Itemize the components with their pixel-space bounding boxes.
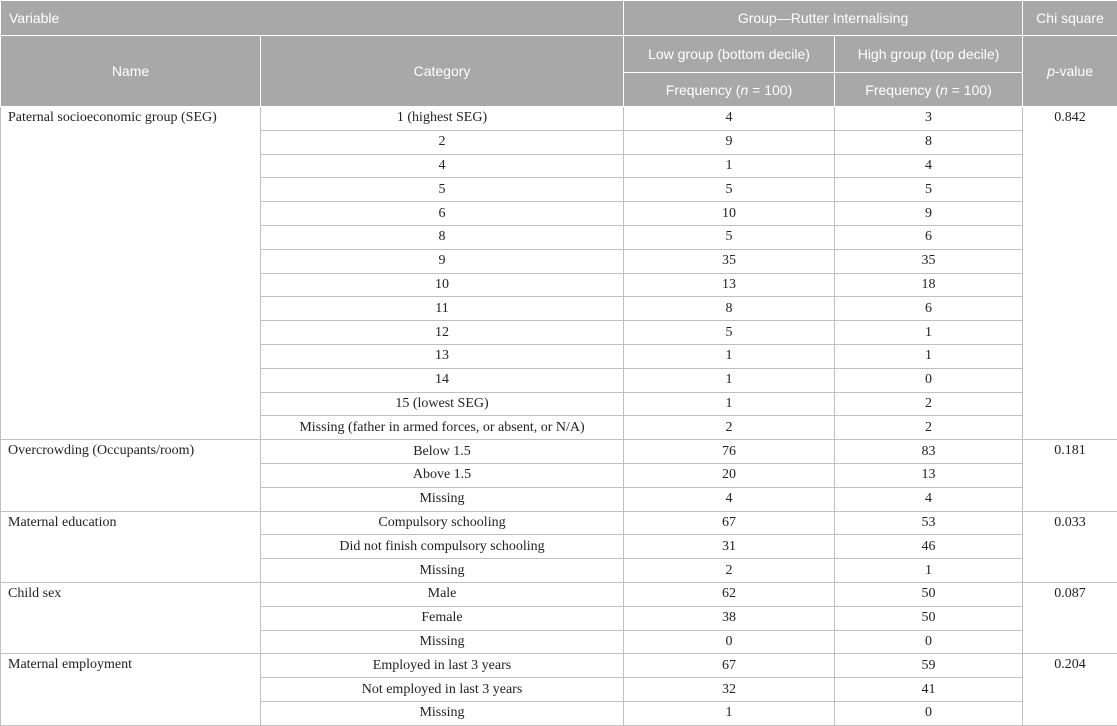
high-frequency-cell: 50	[835, 606, 1023, 630]
table-body	[1, 107, 1117, 726]
category-cell: 10	[261, 273, 624, 297]
category-cell: Missing	[261, 559, 624, 583]
variable-name: Overcrowding (Occupants/room)	[1, 440, 261, 511]
high-frequency-cell: 2	[835, 392, 1023, 416]
low-frequency-cell: 31	[624, 535, 835, 559]
table-row	[1, 654, 1117, 678]
variable-name: Paternal socioeconomic group (SEG)	[1, 107, 261, 440]
high-frequency-cell: 83	[835, 440, 1023, 464]
category-cell: Below 1.5	[261, 440, 624, 464]
table-row	[1, 107, 1117, 131]
low-frequency-cell: 2	[624, 559, 835, 583]
freq-prefix: Frequency (	[865, 82, 940, 98]
low-frequency-cell: 1	[624, 368, 835, 392]
freq-n: n	[740, 82, 748, 98]
header-high-frequency	[835, 73, 1023, 107]
high-frequency-cell: 53	[835, 511, 1023, 535]
header-low-frequency	[624, 73, 835, 107]
variable-name: Maternal education	[1, 511, 261, 582]
header-group: Group—Rutter Internalising	[624, 1, 1023, 36]
high-frequency-cell: 59	[835, 654, 1023, 678]
freq-suffix: = 100)	[748, 82, 792, 98]
high-frequency-cell: 6	[835, 225, 1023, 249]
high-frequency-cell: 18	[835, 273, 1023, 297]
high-frequency-cell: 13	[835, 463, 1023, 487]
low-frequency-cell: 13	[624, 273, 835, 297]
high-frequency-cell: 1	[835, 559, 1023, 583]
category-cell: 1 (highest SEG)	[261, 107, 624, 131]
table-row	[1, 582, 1117, 606]
high-frequency-cell: 0	[835, 701, 1023, 725]
category-cell: Missing	[261, 701, 624, 725]
category-cell: 5	[261, 178, 624, 202]
low-frequency-cell: 76	[624, 440, 835, 464]
header-chi-square: Chi square	[1023, 1, 1117, 36]
header-row-1	[1, 1, 1117, 36]
category-cell: 6	[261, 202, 624, 226]
low-frequency-cell: 4	[624, 107, 835, 131]
low-frequency-cell: 35	[624, 249, 835, 273]
low-frequency-cell: 67	[624, 654, 835, 678]
p-italic: p	[1047, 63, 1055, 79]
low-frequency-cell: 1	[624, 344, 835, 368]
high-frequency-cell: 2	[835, 416, 1023, 440]
low-frequency-cell: 10	[624, 202, 835, 226]
high-frequency-cell: 9	[835, 202, 1023, 226]
category-cell: 14	[261, 368, 624, 392]
variable-name: Child sex	[1, 582, 261, 653]
low-frequency-cell: 32	[624, 678, 835, 702]
category-cell: Missing	[261, 630, 624, 654]
p-value-cell: 0.087	[1023, 582, 1117, 653]
category-cell: 4	[261, 154, 624, 178]
low-frequency-cell: 38	[624, 606, 835, 630]
low-frequency-cell: 5	[624, 178, 835, 202]
category-cell: Missing	[261, 487, 624, 511]
low-frequency-cell: 1	[624, 701, 835, 725]
low-frequency-cell: 62	[624, 582, 835, 606]
high-frequency-cell: 46	[835, 535, 1023, 559]
category-cell: 15 (lowest SEG)	[261, 392, 624, 416]
high-frequency-cell: 6	[835, 297, 1023, 321]
p-value-cell: 0.181	[1023, 440, 1117, 511]
low-frequency-cell: 5	[624, 225, 835, 249]
category-cell: 8	[261, 225, 624, 249]
p-rest: -value	[1055, 63, 1093, 79]
category-cell: 9	[261, 249, 624, 273]
category-cell: Compulsory schooling	[261, 511, 624, 535]
high-frequency-cell: 1	[835, 321, 1023, 345]
p-value-cell: 0.204	[1023, 654, 1117, 725]
low-frequency-cell: 1	[624, 154, 835, 178]
header-category: Category	[261, 36, 624, 107]
header-name: Name	[1, 36, 261, 107]
freq-n: n	[940, 82, 948, 98]
category-cell: Female	[261, 606, 624, 630]
high-frequency-cell: 0	[835, 630, 1023, 654]
variable-name: Maternal employment	[1, 654, 261, 725]
high-frequency-cell: 35	[835, 249, 1023, 273]
header-high-group: High group (top decile)	[835, 36, 1023, 73]
high-frequency-cell: 4	[835, 487, 1023, 511]
low-frequency-cell: 2	[624, 416, 835, 440]
category-cell: Male	[261, 582, 624, 606]
low-frequency-cell: 9	[624, 130, 835, 154]
high-frequency-cell: 5	[835, 178, 1023, 202]
freq-prefix: Frequency (	[666, 82, 741, 98]
category-cell: Above 1.5	[261, 463, 624, 487]
high-frequency-cell: 50	[835, 582, 1023, 606]
high-frequency-cell: 8	[835, 130, 1023, 154]
table-row	[1, 440, 1117, 464]
low-frequency-cell: 5	[624, 321, 835, 345]
category-cell: 11	[261, 297, 624, 321]
low-frequency-cell: 20	[624, 463, 835, 487]
category-cell: Not employed in last 3 years	[261, 678, 624, 702]
header-low-group: Low group (bottom decile)	[624, 36, 835, 73]
high-frequency-cell: 0	[835, 368, 1023, 392]
category-cell: 13	[261, 344, 624, 368]
low-frequency-cell: 1	[624, 392, 835, 416]
header-variable: Variable	[1, 1, 624, 36]
table-row	[1, 511, 1117, 535]
category-cell: Did not finish compulsory schooling	[261, 535, 624, 559]
category-cell: Employed in last 3 years	[261, 654, 624, 678]
p-value-cell: 0.842	[1023, 107, 1117, 440]
header-p-value	[1023, 36, 1117, 107]
high-frequency-cell: 3	[835, 107, 1023, 131]
high-frequency-cell: 4	[835, 154, 1023, 178]
category-cell: Missing (father in armed forces, or absent, or N/A)	[261, 416, 624, 440]
table-header	[1, 1, 1117, 107]
high-frequency-cell: 1	[835, 344, 1023, 368]
category-cell: 2	[261, 130, 624, 154]
low-frequency-cell: 0	[624, 630, 835, 654]
header-row-2	[1, 36, 1117, 73]
low-frequency-cell: 8	[624, 297, 835, 321]
low-frequency-cell: 4	[624, 487, 835, 511]
high-frequency-cell: 41	[835, 678, 1023, 702]
p-value-cell: 0.033	[1023, 511, 1117, 582]
freq-suffix: = 100)	[948, 82, 992, 98]
low-frequency-cell: 67	[624, 511, 835, 535]
category-cell: 12	[261, 321, 624, 345]
